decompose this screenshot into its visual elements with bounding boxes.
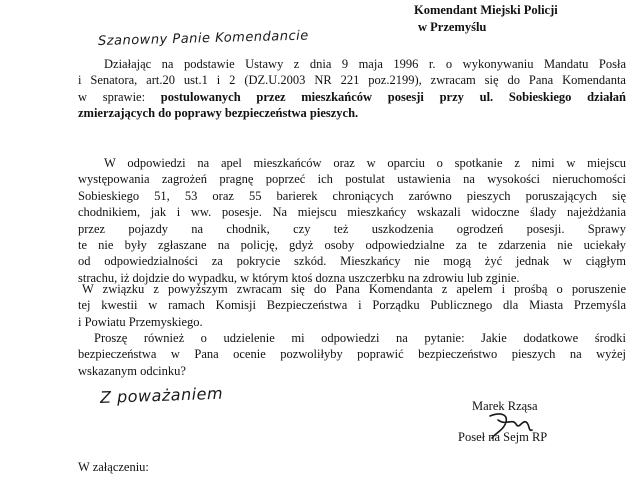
paragraph-4-line-3: wskazanym odcinku?: [78, 363, 186, 378]
signatory-name: Marek Rząsa: [472, 399, 538, 413]
paragraph-2-line-1: W odpowiedzi na apel mieszkańców oraz w oparciu o spotkanie z nimi w miejscu: [104, 156, 626, 170]
paragraph-2-line-7: od odpowiedzialności za pokrycie szkód. Mieszkańcy nie mogą żyć jednak w ciągłym: [78, 254, 626, 269]
subject-text: postulowanych przez mieszkańców posesji przy ul. Sobieskiego działań: [160, 89, 626, 104]
paragraph-1-line-3: [78, 89, 626, 105]
paragraph-question: [78, 330, 626, 379]
handwritten-closing: Z poważaniem: [99, 383, 224, 407]
paragraph-2-line-2: występowania zagrożeń pragnę poprzeć ich postulat ustawienia na wysokości nieruchomości: [78, 172, 626, 187]
addressee-block: [414, 2, 634, 36]
paragraph-3-line-1: W związku z powyższym zwracam się do Pana Komendanta z apelem i prośbą o poruszenie: [82, 282, 626, 296]
paragraph-3-line-3: i Powiatu Przemyskiego.: [78, 314, 203, 329]
attachment-label: W załączeniu:: [78, 460, 149, 474]
paragraph-legal-basis: [78, 56, 626, 122]
addressee-line-1: Komendant Miejski Policji: [414, 3, 558, 17]
paragraph-1-line-4: zmierzających do poprawy bezpieczeństwa pieszych.: [78, 106, 359, 121]
paragraph-1-line-1: Działając na podstawie Ustawy z dnia 9 maja 1996 r. o wykonywaniu Mandatu Posła: [104, 57, 626, 71]
signatory-role: Poseł na Sejm RP: [458, 430, 548, 444]
paragraph-3-line-2: tej kwestii w ramach Komisji Bezpieczeństwa i Porządku Publicznego dla Miasta Przemyśla: [78, 298, 626, 313]
subject-prefix: w sprawie:: [78, 89, 161, 104]
paragraph-request: [78, 281, 626, 330]
paragraph-2-line-6: te nie były zgłaszane na policję, gdyż osoby odpowiedzialne za te zdarzenia nie uciekały: [78, 238, 626, 253]
paragraph-1-line-2: i Senatora, art.20 ust.1 i 2 (DZ.U.2003 NR 221 poz.2199), zwracam się do Pana Komendanta: [78, 73, 626, 88]
paragraph-2-line-3: Sobieskiego 51, 53 oraz 55 barierek chroniących zarówno pieszych poruszających się: [78, 188, 626, 203]
paragraph-2-line-4: chodnikiem, jak i ww. posesje. Na miejscu mieszkańcy wskazali widoczne ślady najeżdżania: [78, 205, 626, 220]
paragraph-residents-appeal: [78, 155, 626, 286]
paragraph-2-line-8: strachu, iż dojdzie do wypadku, w którym ktoś dozna uszczerbku na zdrowiu lub zginie.: [78, 270, 520, 285]
paragraph-2-line-5: przez pojazdy na chodnik, czy też uszkodzenia ogrodzeń posesji. Sprawy: [78, 221, 626, 236]
paragraph-4-line-1: Proszę również o udzielenie mi odpowiedzi na pytanie: Jakie dodatkowe środki: [94, 331, 626, 345]
handwritten-greeting: Szanowny Panie Komendancie: [97, 28, 309, 49]
paragraph-4-line-2: bezpieczeństwa w Pana ocenie pozwoliłyby poprawić bezpieczeństwo pieszych na wyżej: [78, 347, 626, 362]
addressee-line-2: w Przemyślu: [418, 20, 487, 34]
